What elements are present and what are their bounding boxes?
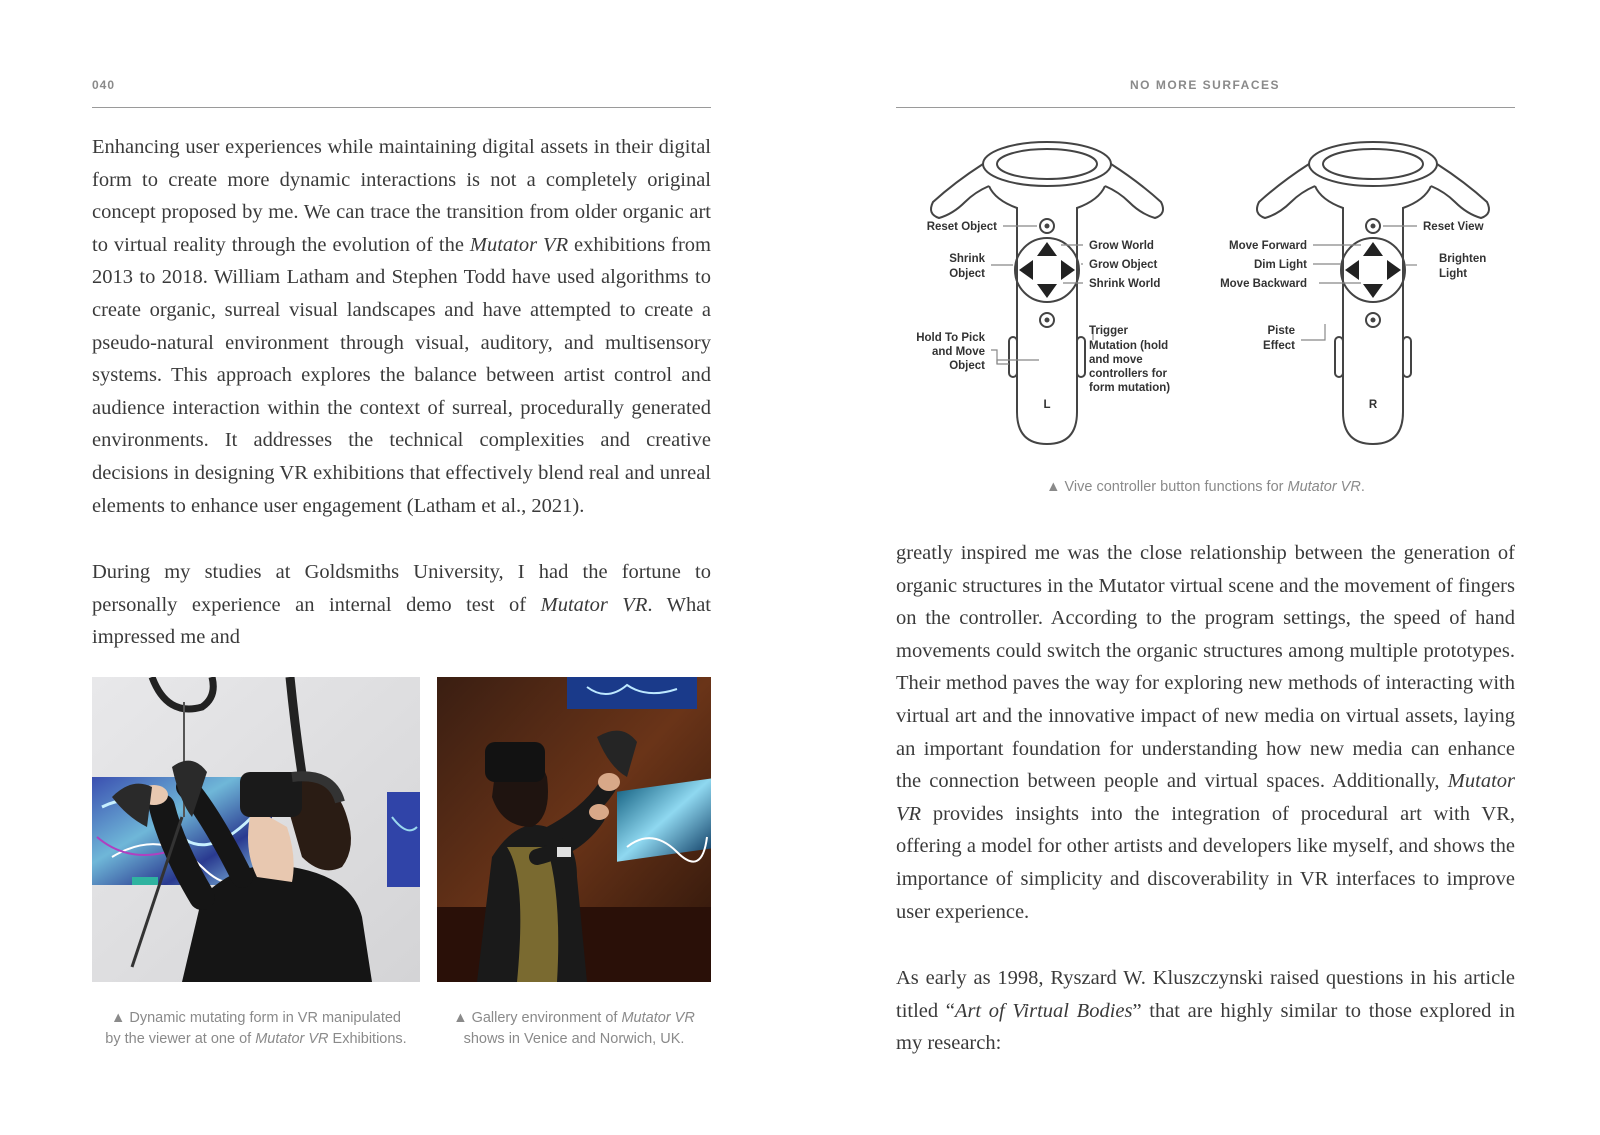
label-move-backward: Move Backward [1220, 278, 1307, 290]
label-shrink-object-2: Object [949, 268, 985, 280]
label-grow-object: Grow Object [1089, 259, 1158, 271]
label-piste-2: Effect [1263, 340, 1295, 352]
label-hold-3: Object [949, 360, 985, 372]
label-piste-1: Piste [1267, 325, 1295, 337]
page-number: 040 [92, 78, 116, 92]
label-hold-1: Hold To Pick [916, 332, 985, 344]
label-move-forward: Move Forward [1229, 240, 1307, 252]
paragraph-2: During my studies at Goldsmiths University, I had the fortune to personally experience an internal demo test of Mutator VR. What impressed me and [92, 561, 711, 649]
paragraph-4: As early as 1998, Ryszard W. Kluszczynski raised questions in his article titled “Art of Virtual Bodies” that are highly similar to those explored in my research: [896, 967, 1515, 1055]
photo-gallery-environment [437, 677, 711, 982]
label-trigger-5: form mutation) [1089, 382, 1171, 394]
label-brighten-1: Brighten [1439, 253, 1487, 265]
paragraph-1: Enhancing user experiences while maintaining digital assets in their digital form to create more dynamic interactions is not a completely original concept proposed by me. We can trace the transition from older organic art to virtual reality through the evolution of the Mutator VR exhibitions from 2013 to 2018. William Latham and Stephen Todd have used algorithms to create organic, surreal visual landscapes and have attempted to create a pseudo-natural environment through visual, auditory, and multisensory systems. This approach explores the balance between artist control and audience interaction within the context of surreal, procedurally generated environments. It addresses the technical complexities and creative decisions in designing VR exhibitions that effectively blend real and unreal elements to enhance user engagement (Latham et al., 2021). [92, 136, 711, 517]
running-head: NO MORE SURFACES [1129, 78, 1280, 92]
label-hold-2: and Move [931, 346, 985, 358]
label-dim-light: Dim Light [1253, 259, 1307, 271]
caption-diagram: ▲ Vive controller button functions for Mutator VR. [1046, 479, 1365, 495]
left-header-rule [92, 107, 711, 108]
label-trigger-3: and move [1089, 354, 1143, 366]
right-header-rule [896, 107, 1515, 108]
right-dpad-arrows [1345, 242, 1401, 298]
label-reset-view: Reset View [1423, 221, 1484, 233]
label-brighten-2: Light [1439, 268, 1468, 280]
label-reset-object: Reset Object [926, 221, 997, 233]
label-trigger-1: Trigger [1089, 325, 1128, 337]
label-shrink-world: Shrink World [1089, 278, 1161, 290]
photo-vr-viewer-illustration [92, 677, 420, 982]
right-controller-letter: R [1368, 399, 1378, 411]
left-controller-letter: L [1043, 399, 1051, 411]
vive-controller-diagram [905, 132, 1505, 462]
label-trigger-4: controllers for [1089, 368, 1167, 380]
caption-photo-1: ▲ Dynamic mutating form in VR manipulated by the viewer at one of Mutator VR Exhibitions. [105, 1010, 407, 1047]
photo-gallery-illustration [437, 677, 711, 982]
left-dpad-arrows [1019, 242, 1075, 298]
label-trigger-2: Mutation (hold [1089, 340, 1169, 352]
label-grow-world: Grow World [1089, 240, 1154, 252]
caption-photo-2: ▲ Gallery environment of Mutator VR shows in Venice and Norwich, UK. [453, 1010, 695, 1047]
photo-vr-viewer [92, 677, 420, 982]
paragraph-3: greatly inspired me was the close relationship between the generation of organic structures in the Mutator virtual scene and the movement of fingers on the controller. According to the program settings, the speed of hand movements could switch the organic structures among multiple prototypes. Their method paves the way for exploring new methods of interacting with virtual art and the innovative impact of new media on virtual assets, laying an important foundation for understanding how new media can enhance the connection between people and virtual spaces. Additionally, Mutator VR provides insights into the integration of procedural art with VR, offering a model for other artists and developers like myself, and shows the importance of simplicity and discoverability in VR interfaces to improve user experience. [896, 542, 1515, 923]
label-shrink-object-1: Shrink [949, 253, 985, 265]
